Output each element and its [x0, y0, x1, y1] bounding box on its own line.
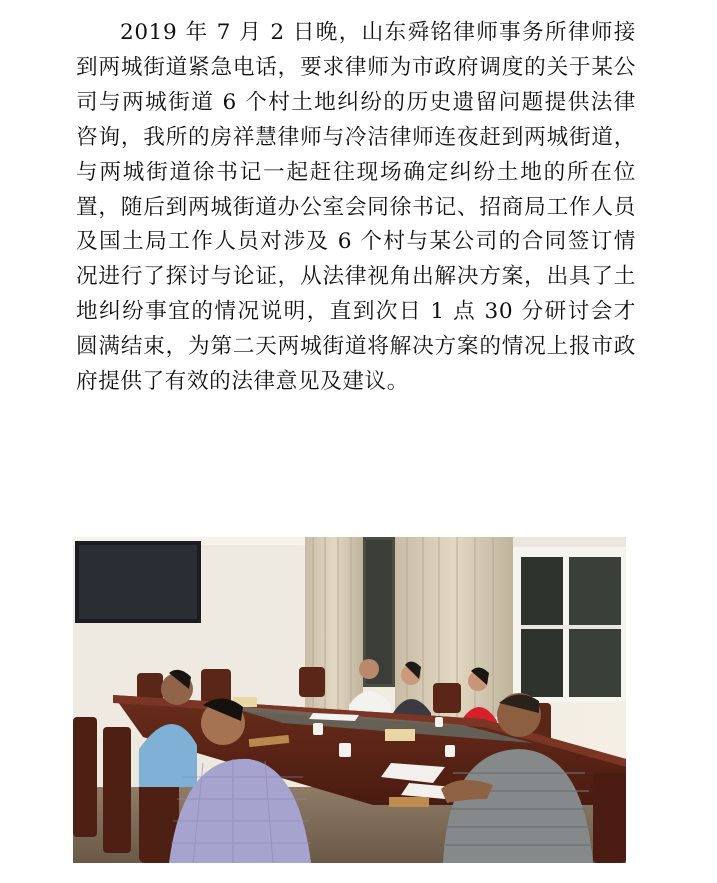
meeting-photo — [73, 537, 626, 863]
body-paragraph: 2019 年 7 月 2 日晚，山东舜铭律师事务所律师接到两城街道紧急电话，要求律师为市政府调度的关于某公司与两城街道 6 个村土地纠纷的历史遗留问题提供法律咨询，我所的房祥慧律师与冷洁律师连夜赶到两城街道，与两城街道徐书记一起赶往现场确定纠纷土地的所在位置，随后到两城街道办公室会同徐书记、招商局工作人员及国土局工作人员对涉及 6 个村与某公司的合同签订情况进行了探讨与论证，从法律视角出解决方案，出具了土地纠纷事宜的情况说明，直到次日 1 点 30 分研讨会才圆满结束，为第二天两城街道将解决方案的情况上报市政府提供了有效的法律意见及建议。 — [76, 20, 636, 395]
